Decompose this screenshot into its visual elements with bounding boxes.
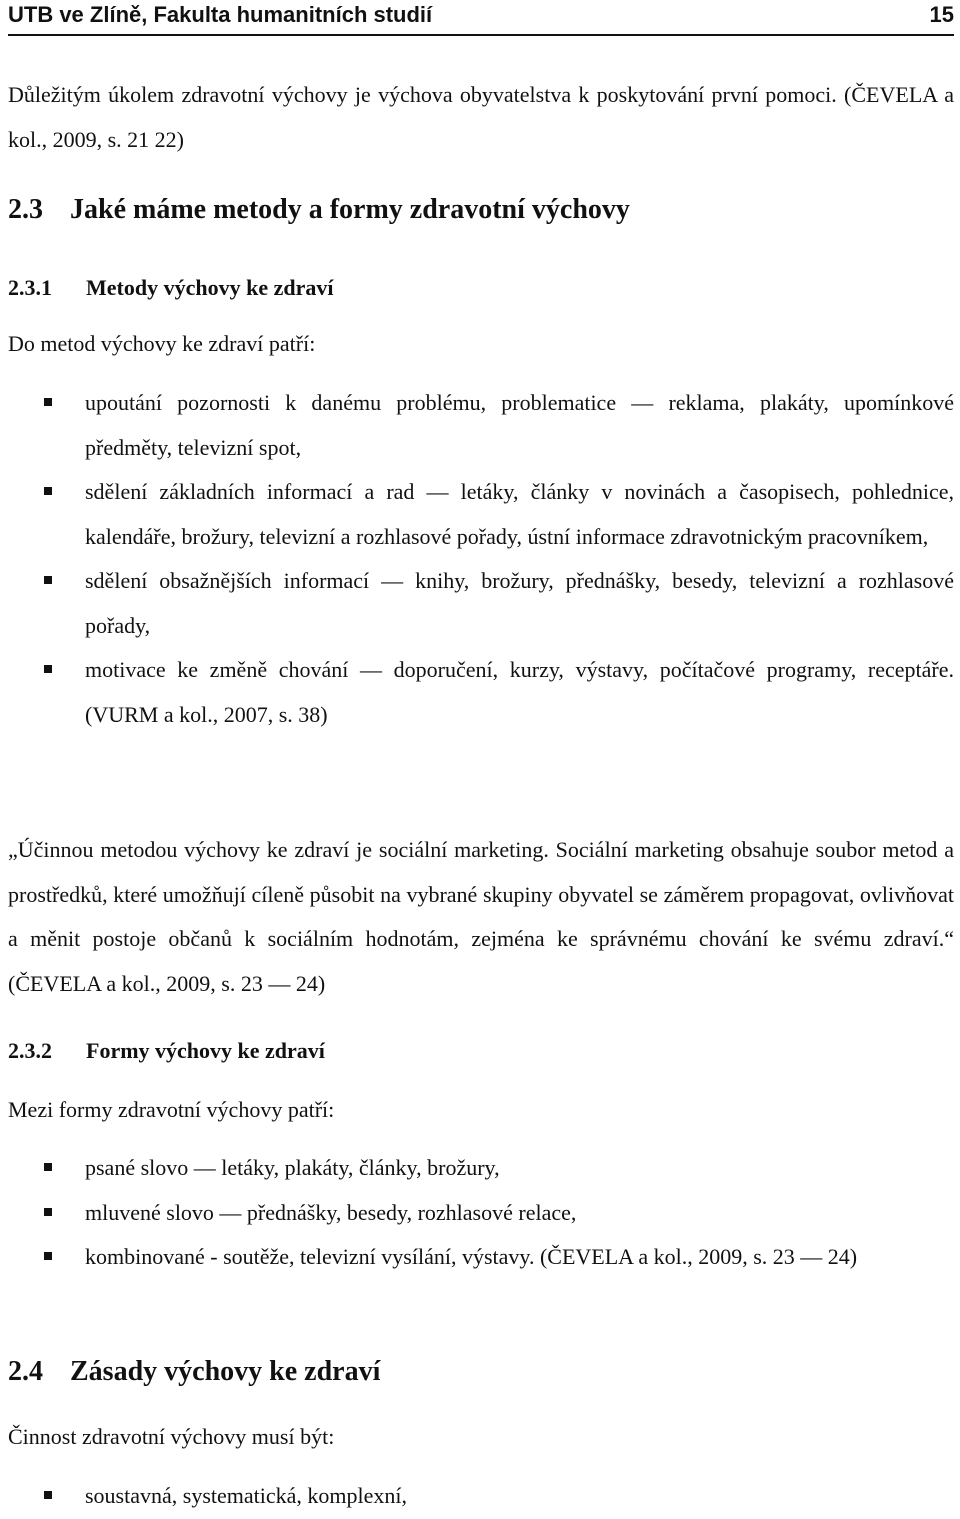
heading-number: 2.4	[8, 1356, 43, 1387]
list-item-text: soustavná, systematická, komplexní,	[85, 1483, 407, 1508]
bullet-icon	[44, 1163, 52, 1171]
intro-paragraph: Důležitým úkolem zdravotní výchovy je výchova obyvatelstva k poskytování první pomoci. (ČEVELA a kol., 2009, s. 21 22)	[8, 82, 954, 152]
header-title: UTB ve Zlíně, Fakulta humanitních studií	[8, 2, 433, 27]
heading-number: 2.3	[8, 194, 43, 225]
list-item-text: upoutání pozornosti k danému problému, problematice — reklama, plakáty, upomínkové předměty, televizní spot,	[85, 390, 954, 460]
methods-intro: Do metod výchovy ke zdraví patří:	[8, 331, 316, 356]
heading-number: 2.3.2	[8, 1038, 52, 1063]
list-item	[8, 470, 954, 559]
list-item	[8, 1474, 954, 1519]
heading-2-3-2	[8, 1038, 325, 1064]
principles-intro: Činnost zdravotní výchovy musí být:	[8, 1424, 335, 1449]
list-item	[8, 1235, 954, 1280]
list-item	[8, 1146, 954, 1191]
list-item-text: sdělení obsažnějších informací — knihy, brožury, přednášky, besedy, televizní a rozhlasové pořady,	[85, 568, 954, 638]
bullet-icon	[44, 1491, 52, 1499]
heading-title: Zásady výchovy ke zdraví	[70, 1356, 381, 1387]
heading-title: Formy výchovy ke zdraví	[86, 1038, 325, 1063]
list-item	[8, 648, 954, 737]
heading-2-3	[8, 194, 630, 226]
forms-list	[8, 1146, 954, 1280]
page-number: 15	[929, 2, 954, 27]
bullet-icon	[44, 1252, 52, 1260]
bullet-icon	[44, 487, 52, 495]
list-item	[8, 381, 954, 470]
bullet-icon	[44, 1208, 52, 1216]
methods-list	[8, 381, 954, 737]
list-item-text: psané slovo — letáky, plakáty, články, brožury,	[85, 1155, 500, 1180]
header-rule	[8, 34, 954, 36]
forms-intro: Mezi formy zdravotní výchovy patří:	[8, 1097, 335, 1122]
principles-list	[8, 1474, 954, 1519]
bullet-icon	[44, 398, 52, 406]
bullet-icon	[44, 665, 52, 673]
heading-number: 2.3.1	[8, 275, 52, 300]
list-item-text: motivace ke změně chování — doporučení, kurzy, výstavy, počítačové programy, receptáře. (VURM a kol., 2007, s. 38)	[85, 657, 954, 727]
heading-title: Jaké máme metody a formy zdravotní výchovy	[70, 194, 630, 225]
heading-2-4	[8, 1356, 380, 1388]
list-item-text: kombinované - soutěže, televizní vysílání, výstavy. (ČEVELA a kol., 2009, s. 23 — 24)	[85, 1244, 858, 1269]
bullet-icon	[44, 576, 52, 584]
list-item-text: sdělení základních informací a rad — letáky, články v novinách a časopisech, pohlednice, kalendáře, brožury, televizní a rozhlasové pořady, ústní informace zdravotnickým pracovníkem,	[85, 479, 954, 549]
quote-paragraph: „Účinnou metodou výchovy ke zdraví je sociální marketing. Sociální marketing obsahuje soubor metod a prostředků, které umožňují cíleně působit na vybrané skupiny obyvatel se záměrem propagovat, ovlivňovat a měnit postoje občanů k sociálním hodnotám, zejména ke správnému chování ke svému zdraví.“ (ČEVELA a kol., 2009, s. 23 — 24)	[8, 837, 954, 996]
list-item	[8, 1191, 954, 1236]
list-item-text: mluvené slovo — přednášky, besedy, rozhlasové relace,	[85, 1199, 577, 1225]
list-item	[8, 559, 954, 648]
heading-2-3-1	[8, 275, 333, 301]
heading-title: Metody výchovy ke zdraví	[86, 275, 334, 300]
page-header	[8, 0, 954, 40]
